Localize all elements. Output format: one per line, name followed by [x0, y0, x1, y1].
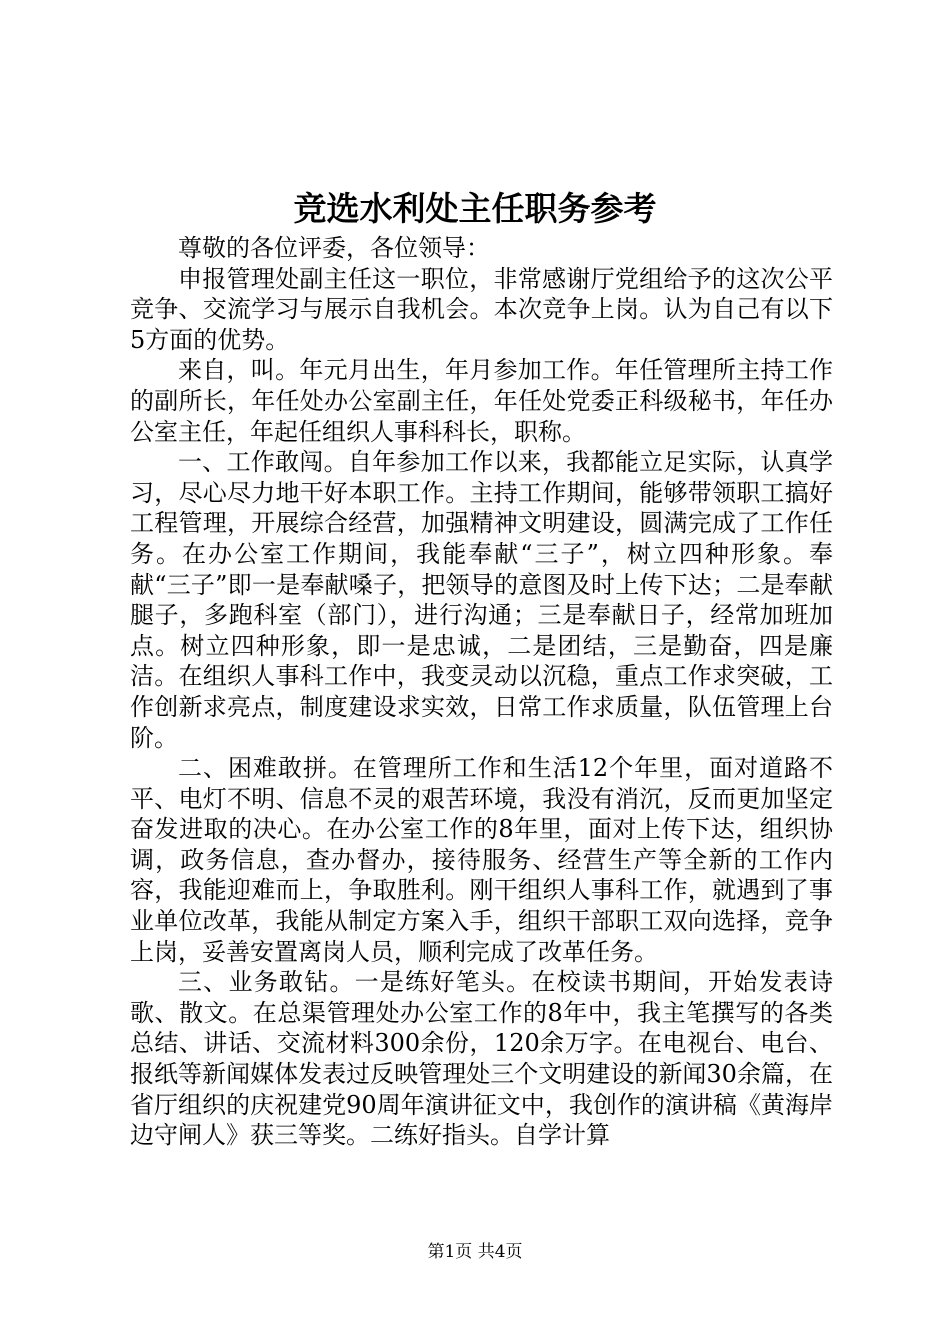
background-paragraph: 来自，叫。年元月出生，年月参加工作。年任管理所主持工作的副所长，年任处办公室副主任，年任处党委正科级秘书，年任办公室主任，年起任组织人事科科长，职称。 [130, 356, 833, 446]
intro-paragraph: 申报管理处副主任这一职位，非常感谢厅党组给予的这次公平竞争、交流学习与展示自我机会。本次竞争上岗。认为自己有以下5方面的优势。 [130, 264, 833, 354]
strength-3-paragraph: 三、业务敢钻。一是练好笔头。在校读书期间，开始发表诗歌、散文。在总渠管理处办公室工作的8年中，我主笔撰写的各类总结、讲话、交流材料300余份，120余万字。在电视台、电台、报纸等新闻媒体发表过反映管理处三个文明建设的新闻30余篇，在省厅组织的庆祝建党90周年演讲征文中，我创作的演讲稿《黄海岸边守闸人》获三等奖。二练好指头。自学计算 [130, 968, 833, 1150]
page-number-footer: 第1页 共4页 [427, 1242, 523, 1262]
strength-1-paragraph: 一、工作敢闯。自年参加工作以来，我都能立足实际，认真学习，尽心尽力地干好本职工作。主持工作期间，能够带领职工搞好工程管理，开展综合经营，加强精神文明建设，圆满完成了工作任务。在办公室工作期间，我能奉献“三子”，树立四种形象。奉献“三子”即一是奉献嗓子，把领导的意图及时上传下达；二是奉献腿子，多跑科室（部门），进行沟通；三是奉献日子，经常加班加点。树立四种形象，即一是忠诚，二是团结，三是勤奋，四是廉洁。在组织人事科工作中，我变灵动以沉稳，重点工作求突破，工作创新求亮点，制度建设求实效，日常工作求质量，队伍管理上台阶。 [130, 448, 833, 752]
document-body [130, 233, 833, 1151]
document-title: 竞选水利处主任职务参考 [293, 189, 657, 228]
strength-2-paragraph: 二、困难敢拼。在管理所工作和生活12个年里，面对道路不平、电灯不明、信息不灵的艰苦环境，我没有消沉，反而更加坚定奋发进取的决心。在办公室工作的8年里，面对上传下达，组织协调，政务信息，查办督办，接待服务、经营生产等全新的工作内容，我能迎难而上，争取胜利。刚干组织人事科工作，就遇到了事业单位改革，我能从制定方案入手，组织干部职工双向选择，竞争上岗，妥善安置离岗人员，顺利完成了改革任务。 [130, 754, 833, 966]
salutation-paragraph: 尊敬的各位评委，各位领导： [178, 234, 490, 262]
